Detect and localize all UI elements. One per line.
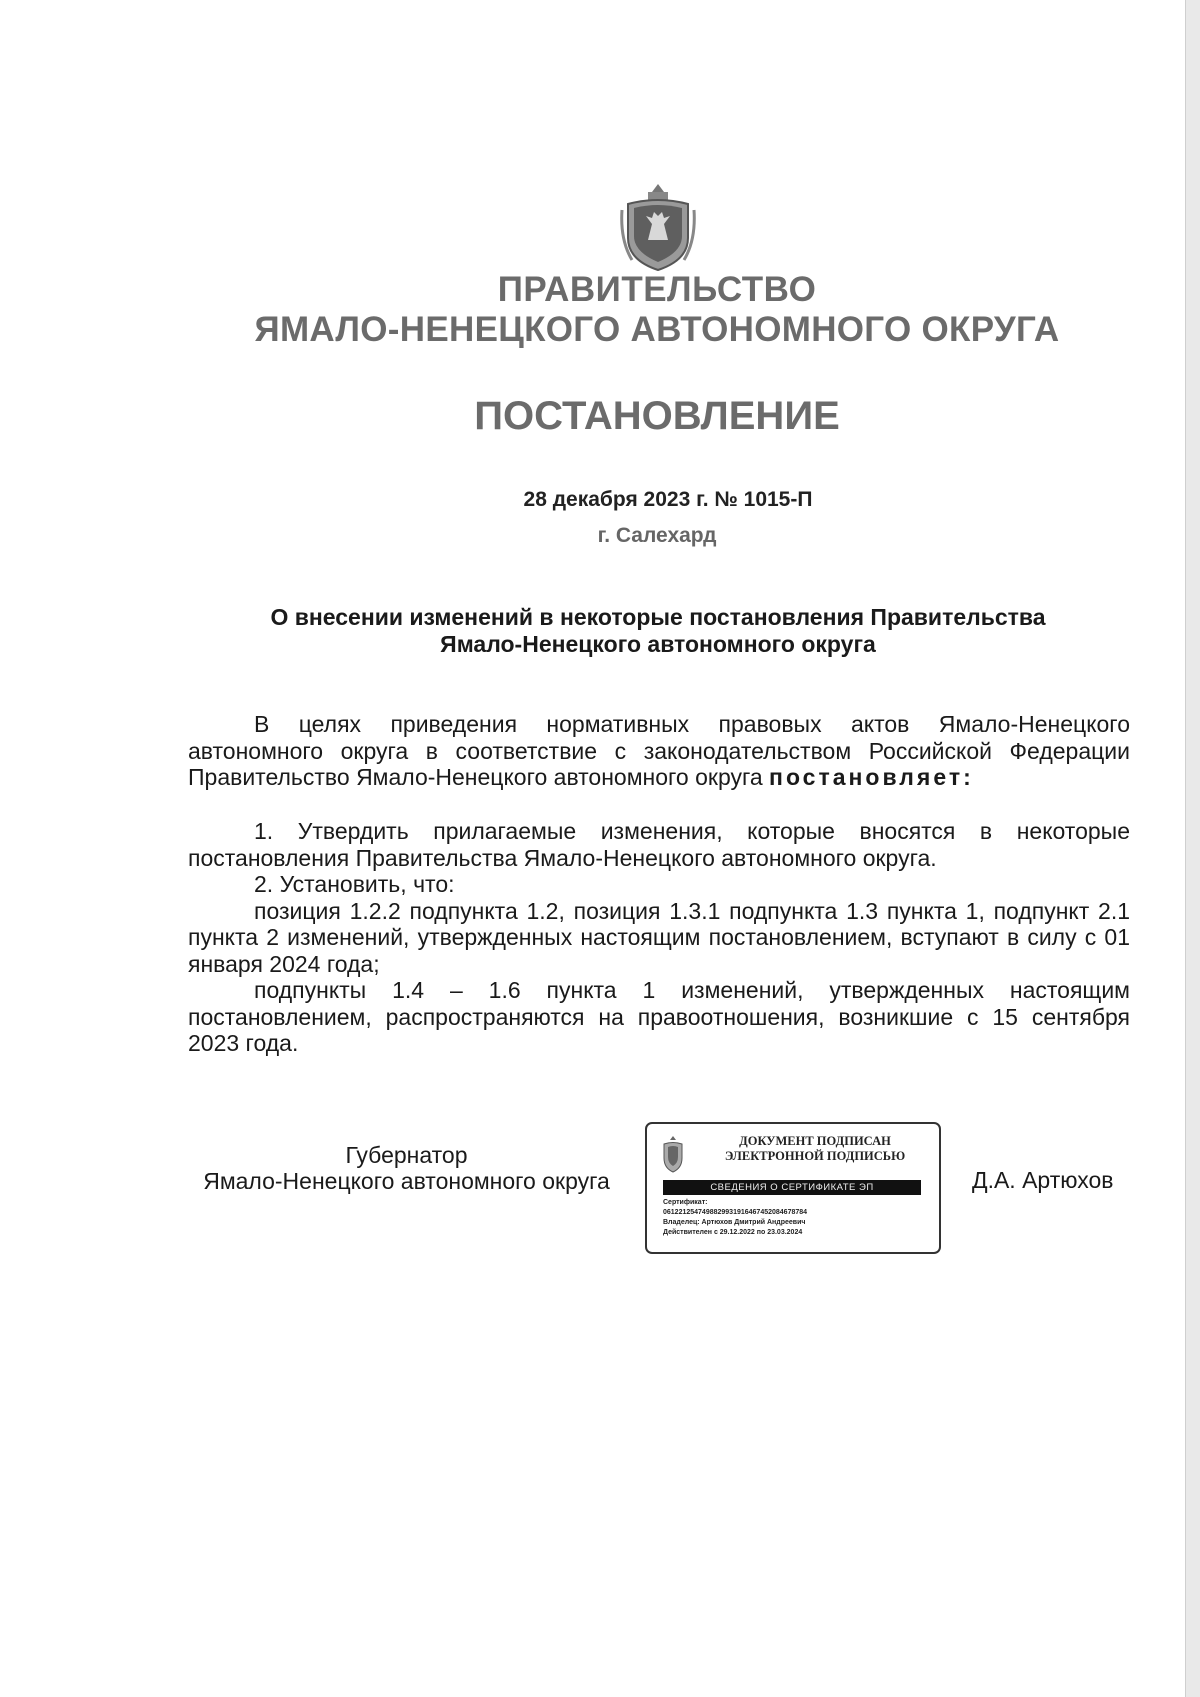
resolution-item-2-subitems: подпункты 1.4 – 1.6 пункта 1 изменений, утвержденных настоящим постановлением, распространяются на правоотношения, возникшие с 15 сентября 2023 года. (188, 977, 1130, 1056)
intro-text: В целях приведения нормативных правовых актов Ямало-Ненецкого автономного округа в соответствие с законодательством Российской Федерации Правительство Ямало-Ненецкого автономного округа (188, 711, 1130, 790)
signatory-position-line2: Ямало-Ненецкого автономного округа (203, 1168, 610, 1194)
document-city: г. Салехард (597, 524, 717, 547)
resolution-items (188, 818, 1130, 1057)
stamp-certificate-bar: СВЕДЕНИЯ О СЕРТИФИКАТЕ ЭП (663, 1180, 921, 1195)
stamp-heading-line1: ДОКУМЕНТ ПОДПИСАН (739, 1134, 891, 1148)
stamp-details (663, 1198, 929, 1238)
stamp-owner: Владелец: Артюхов Дмитрий Андреевич (663, 1219, 806, 1226)
government-name-line1: ПРАВИТЕЛЬСТВО (497, 270, 817, 309)
stamp-heading (699, 1134, 931, 1164)
document-title-line1: О внесении изменений в некоторые постановления Правительства (270, 604, 1046, 630)
document-type: ПОСТАНОВЛЕНИЕ (474, 394, 840, 438)
page-edge (1185, 0, 1200, 1697)
intro-emphasis: постановляет: (769, 764, 974, 790)
signatory-position (188, 1142, 625, 1194)
stamp-cert-value: 0612212547498829931916467452084678784 (663, 1209, 808, 1216)
intro-paragraph (188, 711, 1130, 791)
signatory-name: Д.А. Артюхов (972, 1167, 1114, 1193)
electronic-signature-stamp (645, 1122, 941, 1254)
resolution-item-2: 2. Установить, что: (254, 871, 455, 897)
stamp-heading-line2: ЭЛЕКТРОННОЙ ПОДПИСЬЮ (724, 1149, 906, 1163)
resolution-item-1: 1. Утвердить прилагаемые изменения, которые вносятся в некоторые постановления Правительства Ямало-Ненецкого автономного округа. (188, 818, 1130, 871)
stamp-validity: Действителен с 29.12.2022 по 23.03.2024 (663, 1229, 803, 1236)
stamp-emblem-icon (661, 1134, 685, 1174)
resolution-item-2-position: позиция 1.2.2 подпункта 1.2, позиция 1.3.1 подпункта 1.3 пункта 1, подпункт 2.1 пункта 2 изменений, утвержденных настоящим постановлением, вступают в силу с 01 января 2024 года; (188, 897, 1130, 977)
stamp-cert-label: Сертификат: (663, 1199, 708, 1206)
document-title-line2: Ямало-Ненецкого автономного округа (440, 631, 876, 657)
government-name-line2: ЯМАЛО-НЕНЕЦКОГО АВТОНОМНОГО ОКРУГА (254, 310, 1060, 349)
coat-of-arms-emblem (620, 180, 696, 272)
document-date-number: 28 декабря 2023 г. № 1015-П (523, 488, 813, 511)
signatory-position-line1: Губернатор (345, 1142, 468, 1168)
